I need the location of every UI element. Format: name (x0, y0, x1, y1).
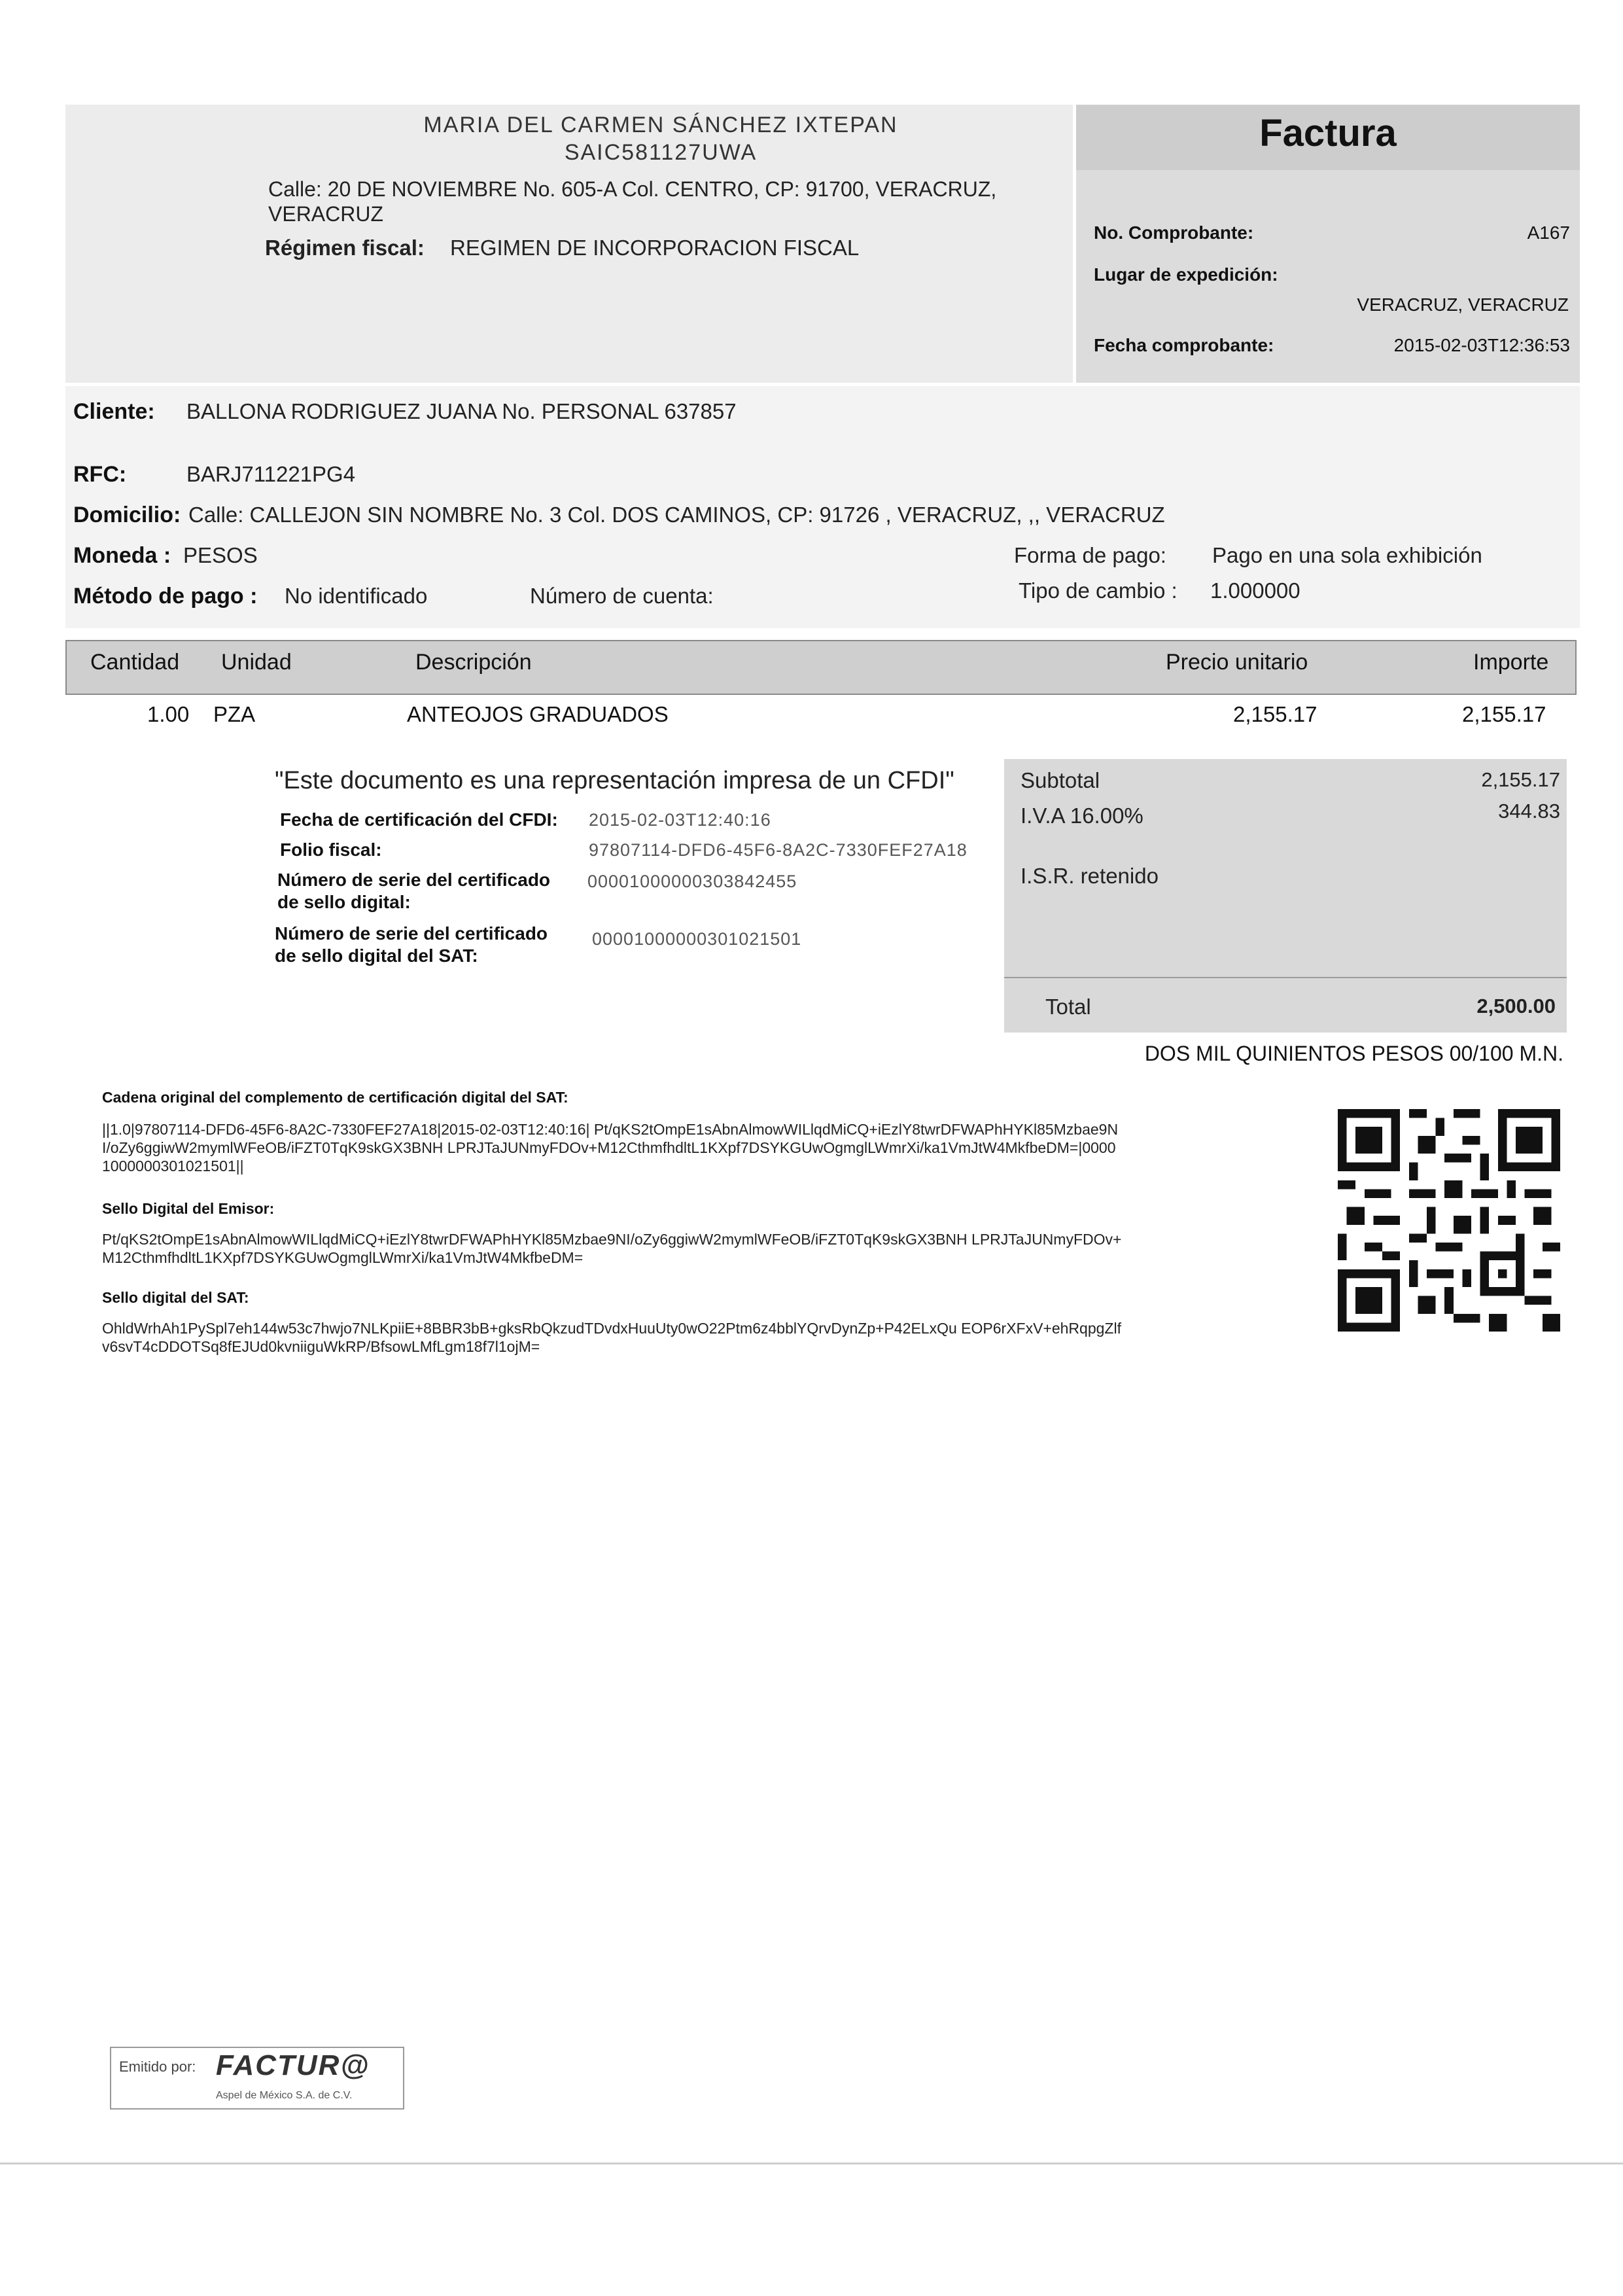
metodo-pago-label: Método de pago : (73, 584, 258, 609)
serie-sat-label-line-2: de sello digital del SAT: (275, 945, 478, 966)
table-row-cantidad: 1.00 (147, 702, 190, 726)
tipo-cambio-label: Tipo de cambio : (1019, 578, 1178, 603)
table-row-unidad: PZA (213, 702, 256, 726)
qr-code (1338, 1109, 1560, 1332)
iva-value: 344.83 (1498, 800, 1560, 822)
comprobante-label: No. Comprobante: (1094, 222, 1254, 243)
serie-sat-value: 00001000000301021501 (592, 929, 802, 949)
isr-retenido-label: I.S.R. retenido (1021, 864, 1159, 888)
stamp-brand-logo: FACTUR@ (216, 2049, 370, 2081)
table-row-importe: 2,155.17 (1462, 702, 1546, 726)
column-header-precio-unitario: Precio unitario (1166, 650, 1308, 675)
moneda-value: PESOS (183, 543, 258, 567)
column-header-cantidad: Cantidad (90, 650, 180, 675)
lugar-value: VERACRUZ, VERACRUZ (1357, 294, 1569, 315)
cadena-original-heading: Cadena original del complemento de certificación digital del SAT: (102, 1089, 568, 1106)
domicilio-label: Domicilio: (73, 503, 181, 527)
amount-in-words: DOS MIL QUINIENTOS PESOS 00/100 M.N. (1144, 1042, 1563, 1065)
sello-emisor-text: Pt/qKS2tOmpE1sAbnAlmowWILlqdMiCQ+iEzlY8twrDFWAPhHYKl85Mzbae9NI/oZy6ggiwW2mymlWFeOB/iFZT0TqK9skGX3BNH LPRJTaJUNmyFDOv+M12CthmfhdltL1KXpf7DSYKGUwOgmglLWmrXi/ka1VmJtW4MkfbeDM= (102, 1231, 1122, 1266)
total-label: Total (1045, 995, 1091, 1019)
sello-emisor-heading: Sello Digital del Emisor: (102, 1200, 275, 1217)
comprobante-value: A167 (1527, 222, 1570, 243)
total-divider (1004, 977, 1567, 978)
cadena-original-text: ||1.0|97807114-DFD6-45F6-8A2C-7330FEF27A18|2015-02-03T12:40:16| Pt/qKS2tOmpE1sAbnAlmowWILlqdMiCQ+iEzlY8twrDFWAPhHYKl85Mzbae9NI/oZy6ggiwW2mymlWFeOB/iFZT0TqK9skGX3BNH LPRJTaJUNmyFDOv+M12CthmfhdltL1KXpf7DSYKGUwOgmglLWmrXi/ka1VmJtW4MkfbeDM=|00001000000301021501|| (102, 1121, 1119, 1174)
serie-emisor-value: 00001000000303842455 (587, 872, 797, 891)
cfdi-representation-note: "Este documento es una representación impresa de un CFDI" (275, 767, 954, 794)
regimen-value: REGIMEN DE INCORPORACION FISCAL (450, 236, 860, 260)
fecha-certificacion-value: 2015-02-03T12:40:16 (589, 810, 771, 830)
folio-fiscal-label: Folio fiscal: (280, 839, 382, 860)
serie-emisor-label-line-1: Número de serie del certificado (277, 870, 551, 890)
fecha-comprobante-label: Fecha comprobante: (1094, 335, 1274, 355)
lugar-label: Lugar de expedición: (1094, 264, 1278, 285)
subtotal-label: Subtotal (1021, 768, 1100, 792)
serie-emisor-label-line-2: de sello digital: (277, 892, 411, 912)
column-header-descripcion: Descripción (415, 650, 532, 675)
sello-sat-heading: Sello digital del SAT: (102, 1289, 249, 1306)
moneda-label: Moneda : (73, 543, 171, 568)
page-bottom-divider (0, 2163, 1623, 2164)
folio-fiscal-value: 97807114-DFD6-45F6-8A2C-7330FEF27A18 (589, 840, 968, 860)
stamp-company: Aspel de México S.A. de C.V. (216, 2090, 353, 2101)
fecha-comprobante-value: 2015-02-03T12:36:53 (1393, 335, 1570, 355)
forma-pago-label: Forma de pago: (1014, 543, 1166, 567)
issuer-rfc: SAIC581127UWA (564, 140, 758, 165)
serie-sat-label-line-1: Número de serie del certificado (275, 923, 548, 944)
issuer-address-line-2: VERACRUZ (268, 202, 384, 226)
sello-sat-text: OhldWrhAh1PySpl7eh144w53c7hwjo7NLKpiiE+8BBR3bB+gksRbQkzudTDvdxHuuUty0wO22Ptm6z4bblYQrvDynZp+P42ELxQu EOP6rXFxV+ehRqpgZlfv6svT4cDDOTSq8fEJUd0kvniiguWkRP/BfsowLMfLgm18f7l1ojM= (102, 1320, 1121, 1355)
regimen-label: Régimen fiscal: (265, 236, 425, 260)
numero-cuenta-label: Número de cuenta: (530, 584, 714, 608)
issuer-name: MARIA DEL CARMEN SÁNCHEZ IXTEPAN (423, 113, 898, 137)
issuer-address-line-1: Calle: 20 DE NOVIEMBRE No. 605-A Col. CENTRO, CP: 91700, VERACRUZ, (268, 177, 997, 201)
serie-sat-label (275, 923, 548, 967)
issuer-address (268, 177, 1053, 226)
rfc-label: RFC: (73, 462, 127, 487)
cliente-value: BALLONA RODRIGUEZ JUANA No. PERSONAL 637857 (186, 399, 737, 423)
subtotal-value: 2,155.17 (1481, 768, 1560, 791)
table-row-descripcion: ANTEOJOS GRADUADOS (407, 702, 669, 726)
total-value: 2,500.00 (1476, 995, 1556, 1017)
document-title: Factura (1259, 112, 1397, 154)
serie-emisor-label (277, 869, 550, 913)
column-header-unidad: Unidad (221, 650, 292, 675)
tipo-cambio-value: 1.000000 (1210, 578, 1300, 603)
stamp-emitido-label: Emitido por: (119, 2058, 196, 2075)
cliente-label: Cliente: (73, 399, 155, 424)
fecha-certificacion-label: Fecha de certificación del CFDI: (280, 809, 558, 830)
forma-pago-value: Pago en una sola exhibición (1212, 543, 1482, 567)
items-table-header (65, 640, 1577, 695)
metodo-pago-value: No identificado (285, 584, 428, 608)
table-row-precio: 2,155.17 (1233, 702, 1318, 726)
column-header-importe: Importe (1473, 650, 1549, 675)
domicilio-value: Calle: CALLEJON SIN NOMBRE No. 3 Col. DOS CAMINOS, CP: 91726 , VERACRUZ, ,, VERACRUZ (188, 503, 1165, 527)
iva-label: I.V.A 16.00% (1021, 804, 1143, 828)
rfc-value: BARJ711221PG4 (186, 462, 356, 486)
